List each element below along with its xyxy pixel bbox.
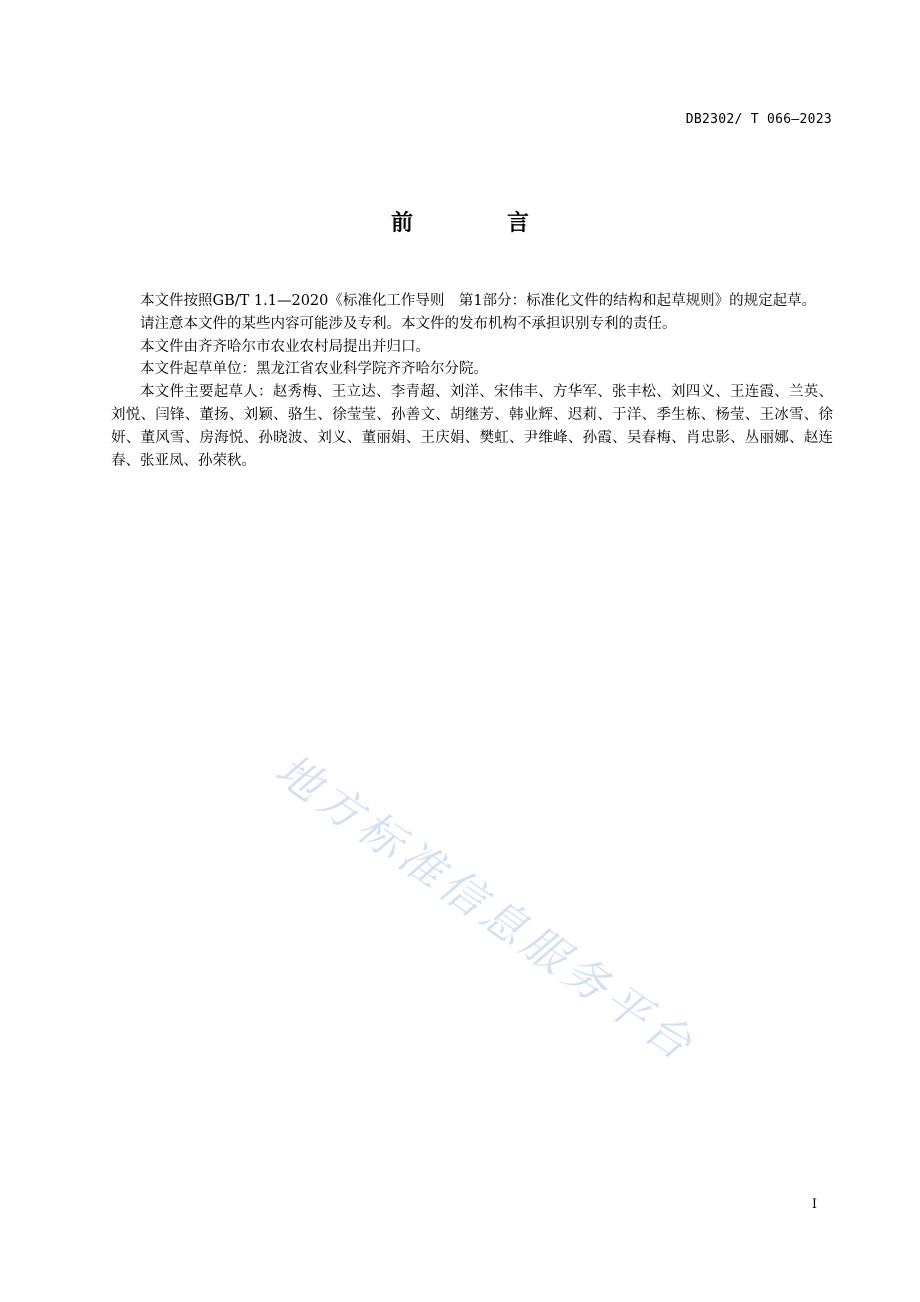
paragraph-patent-notice: 请注意本文件的某些内容可能涉及专利。本文件的发布机构不承担识别专利的责任。 — [140, 315, 677, 332]
foreword-body — [111, 290, 833, 472]
paragraph-drafting-unit: 本文件起草单位：黑龙江省农业科学院齐齐哈尔分院。 — [140, 361, 488, 378]
paragraph-drafting-rules: 本文件按照GB/T 1.1—2020《标准化工作导则 第1部分：标准化文件的结构和起草规则》的规定起草。 — [140, 293, 817, 309]
page-number: I — [811, 1197, 817, 1212]
page-title: 前 言 — [390, 211, 565, 236]
paragraph-drafters: 本文件主要起草人：赵秀梅、王立达、李青超、刘洋、宋伟丰、方华军、张丰松、刘四义、王连霞、兰英、刘悦、闫锋、董扬、刘颖、骆生、徐莹莹、孙善文、胡继芳、韩业辉、迟莉、于洋、季生栋、杨莹、王冰雪、徐妍、董风雪、房海悦、孙晓波、刘义、董丽娟、王庆娟、樊虹、尹维峰、孙霞、吴春梅、肖忠影、丛丽娜、赵连春、张亚凤、孙荣秋。 — [111, 384, 833, 469]
standard-code: DB2302/ T 066—2023 — [685, 112, 832, 127]
watermark: 地方标准信息服务平台 — [266, 744, 705, 1073]
paragraph-proposer: 本文件由齐齐哈尔市农业农村局提出并归口。 — [140, 338, 430, 355]
